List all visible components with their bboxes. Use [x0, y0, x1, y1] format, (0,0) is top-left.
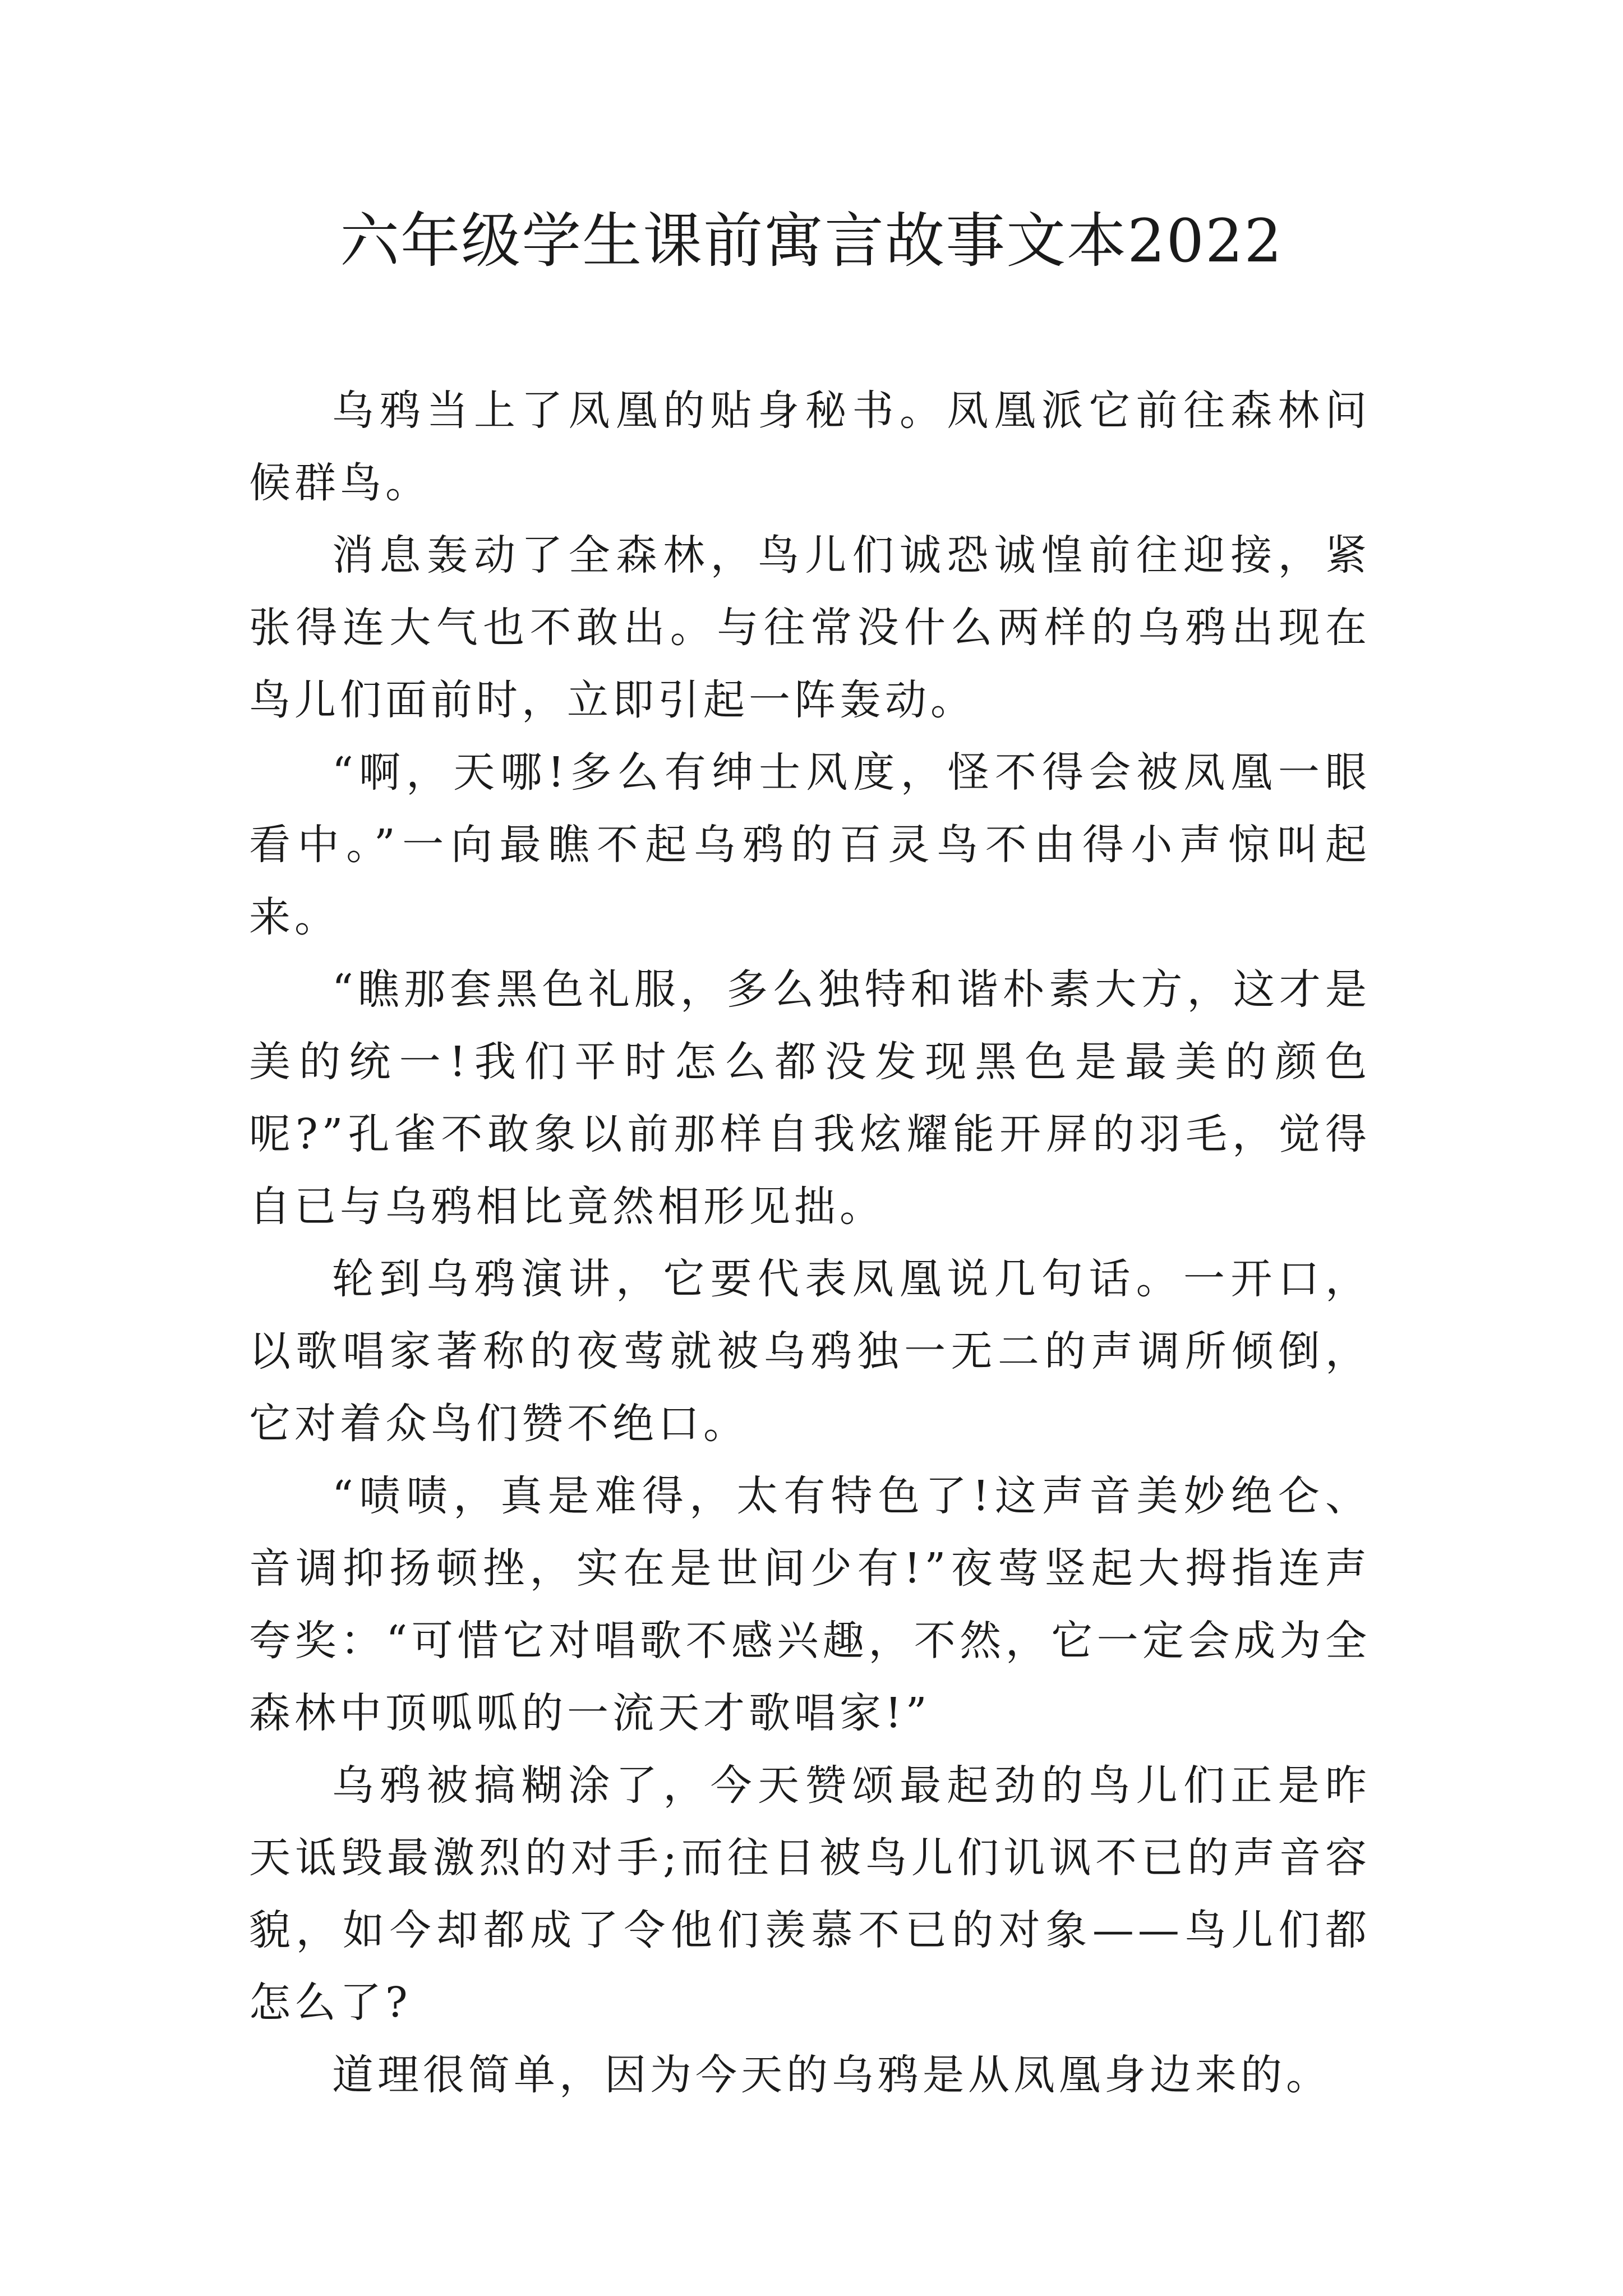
- paragraph: 轮到乌鸦演讲，它要代表凤凰说几句话。一开口，以歌唱家著称的夜莺就被乌鸦独一无二的声调所倾倒，它对着众鸟们赞不绝口。: [249, 1255, 1371, 1448]
- paragraph: “啧啧，真是难得，太有特色了!这声音美妙绝仑、音调抑扬顿挫，实在是世间少有!”夜莺竖起大拇指连声夸奖：“可惜它对唱歌不感兴趣，不然，它一定会成为全森林中顶呱呱的一流天才歌唱家!”: [249, 1472, 1371, 1737]
- paragraph: “瞧那套黑色礼服，多么独特和谐朴素大方，这才是美的统一!我们平时怎么都没发现黑色是最美的颜色呢?”孔雀不敢象以前那样自我炫耀能开屏的羽毛，觉得自已与乌鸦相比竟然相形见拙。: [249, 965, 1371, 1231]
- paragraph: 乌鸦当上了凤凰的贴身秘书。凤凰派它前往森林问候群鸟。: [249, 386, 1371, 507]
- document-body: [249, 375, 1371, 2111]
- paragraph: “啊，天哪!多么有绅士风度，怪不得会被凤凰一眼看中。”一向最瞧不起乌鸦的百灵鸟不由得小声惊叫起来。: [249, 748, 1371, 941]
- paragraph: 消息轰动了全森林，鸟儿们诚恐诚惶前往迎接，紧张得连大气也不敢出。与往常没什么两样的乌鸦出现在鸟儿们面前时，立即引起一阵轰动。: [249, 531, 1371, 724]
- page-title: 六年级学生课前寓言故事文本2022: [340, 206, 1283, 275]
- paragraph: 道理很简单，因为今天的乌鸦是从凤凰身边来的。: [332, 2051, 1331, 2099]
- paragraph: 乌鸦被搞糊涂了，今天赞颂最起劲的鸟儿们正是昨天诋毁最激烈的对手;而往日被鸟儿们讥讽不已的声音容貌，如今却都成了令他们羡慕不已的对象——鸟儿们都怎么了?: [249, 1761, 1371, 2027]
